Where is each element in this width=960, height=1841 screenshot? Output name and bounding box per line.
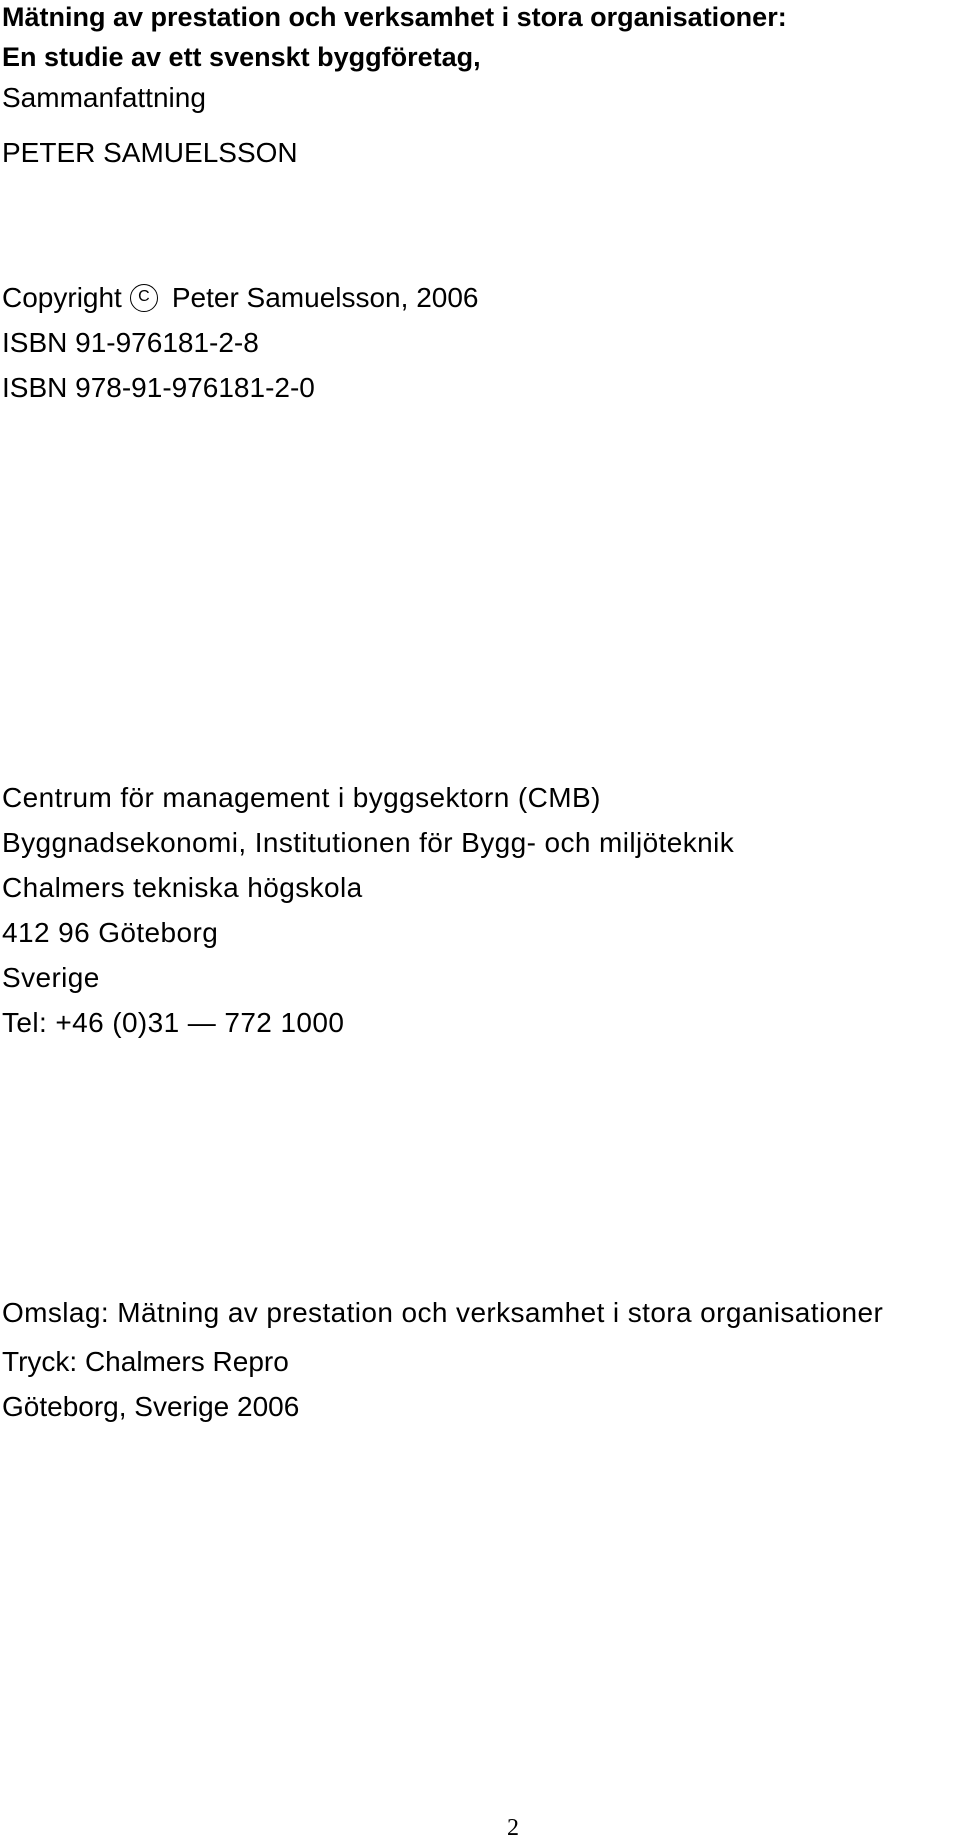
copyright-line <box>2 284 478 312</box>
isbn-10: ISBN 91-976181-2-8 <box>2 327 259 358</box>
print-credit: Tryck: Chalmers Repro <box>2 1346 289 1377</box>
page-title-line-1: Mätning av prestation och verksamhet i stora organisationer: <box>2 2 787 32</box>
subtitle: Sammanfattning <box>2 82 206 113</box>
copyright-label: Copyright <box>2 282 122 313</box>
copyright-symbol <box>130 284 158 312</box>
address-line-country: Sverige <box>2 962 100 993</box>
cover-credit: Omslag: Mätning av prestation och verksamhet i stora organisationer <box>2 1297 884 1328</box>
print-place-year: Göteborg, Sverige 2006 <box>2 1391 300 1422</box>
page-title-line-2: En studie av ett svenskt byggföretag, <box>2 42 481 72</box>
copyright-symbol-letter: C <box>138 288 150 305</box>
isbn-13: ISBN 978-91-976181-2-0 <box>2 372 315 403</box>
page-number: 2 <box>507 1815 519 1841</box>
address-line-institute: Centrum för management i byggsektorn (CMB) <box>2 782 601 813</box>
address-line-university: Chalmers tekniska högskola <box>2 872 363 903</box>
copyright-holder: Peter Samuelsson, 2006 <box>171 282 479 313</box>
address-line-phone: Tel: +46 (0)31 — 772 1000 <box>2 1007 345 1038</box>
address-line-city: 412 96 Göteborg <box>2 917 219 948</box>
author: PETER SAMUELSSON <box>2 137 298 168</box>
address-line-department: Byggnadsekonomi, Institutionen för Bygg- och miljöteknik <box>2 827 735 858</box>
